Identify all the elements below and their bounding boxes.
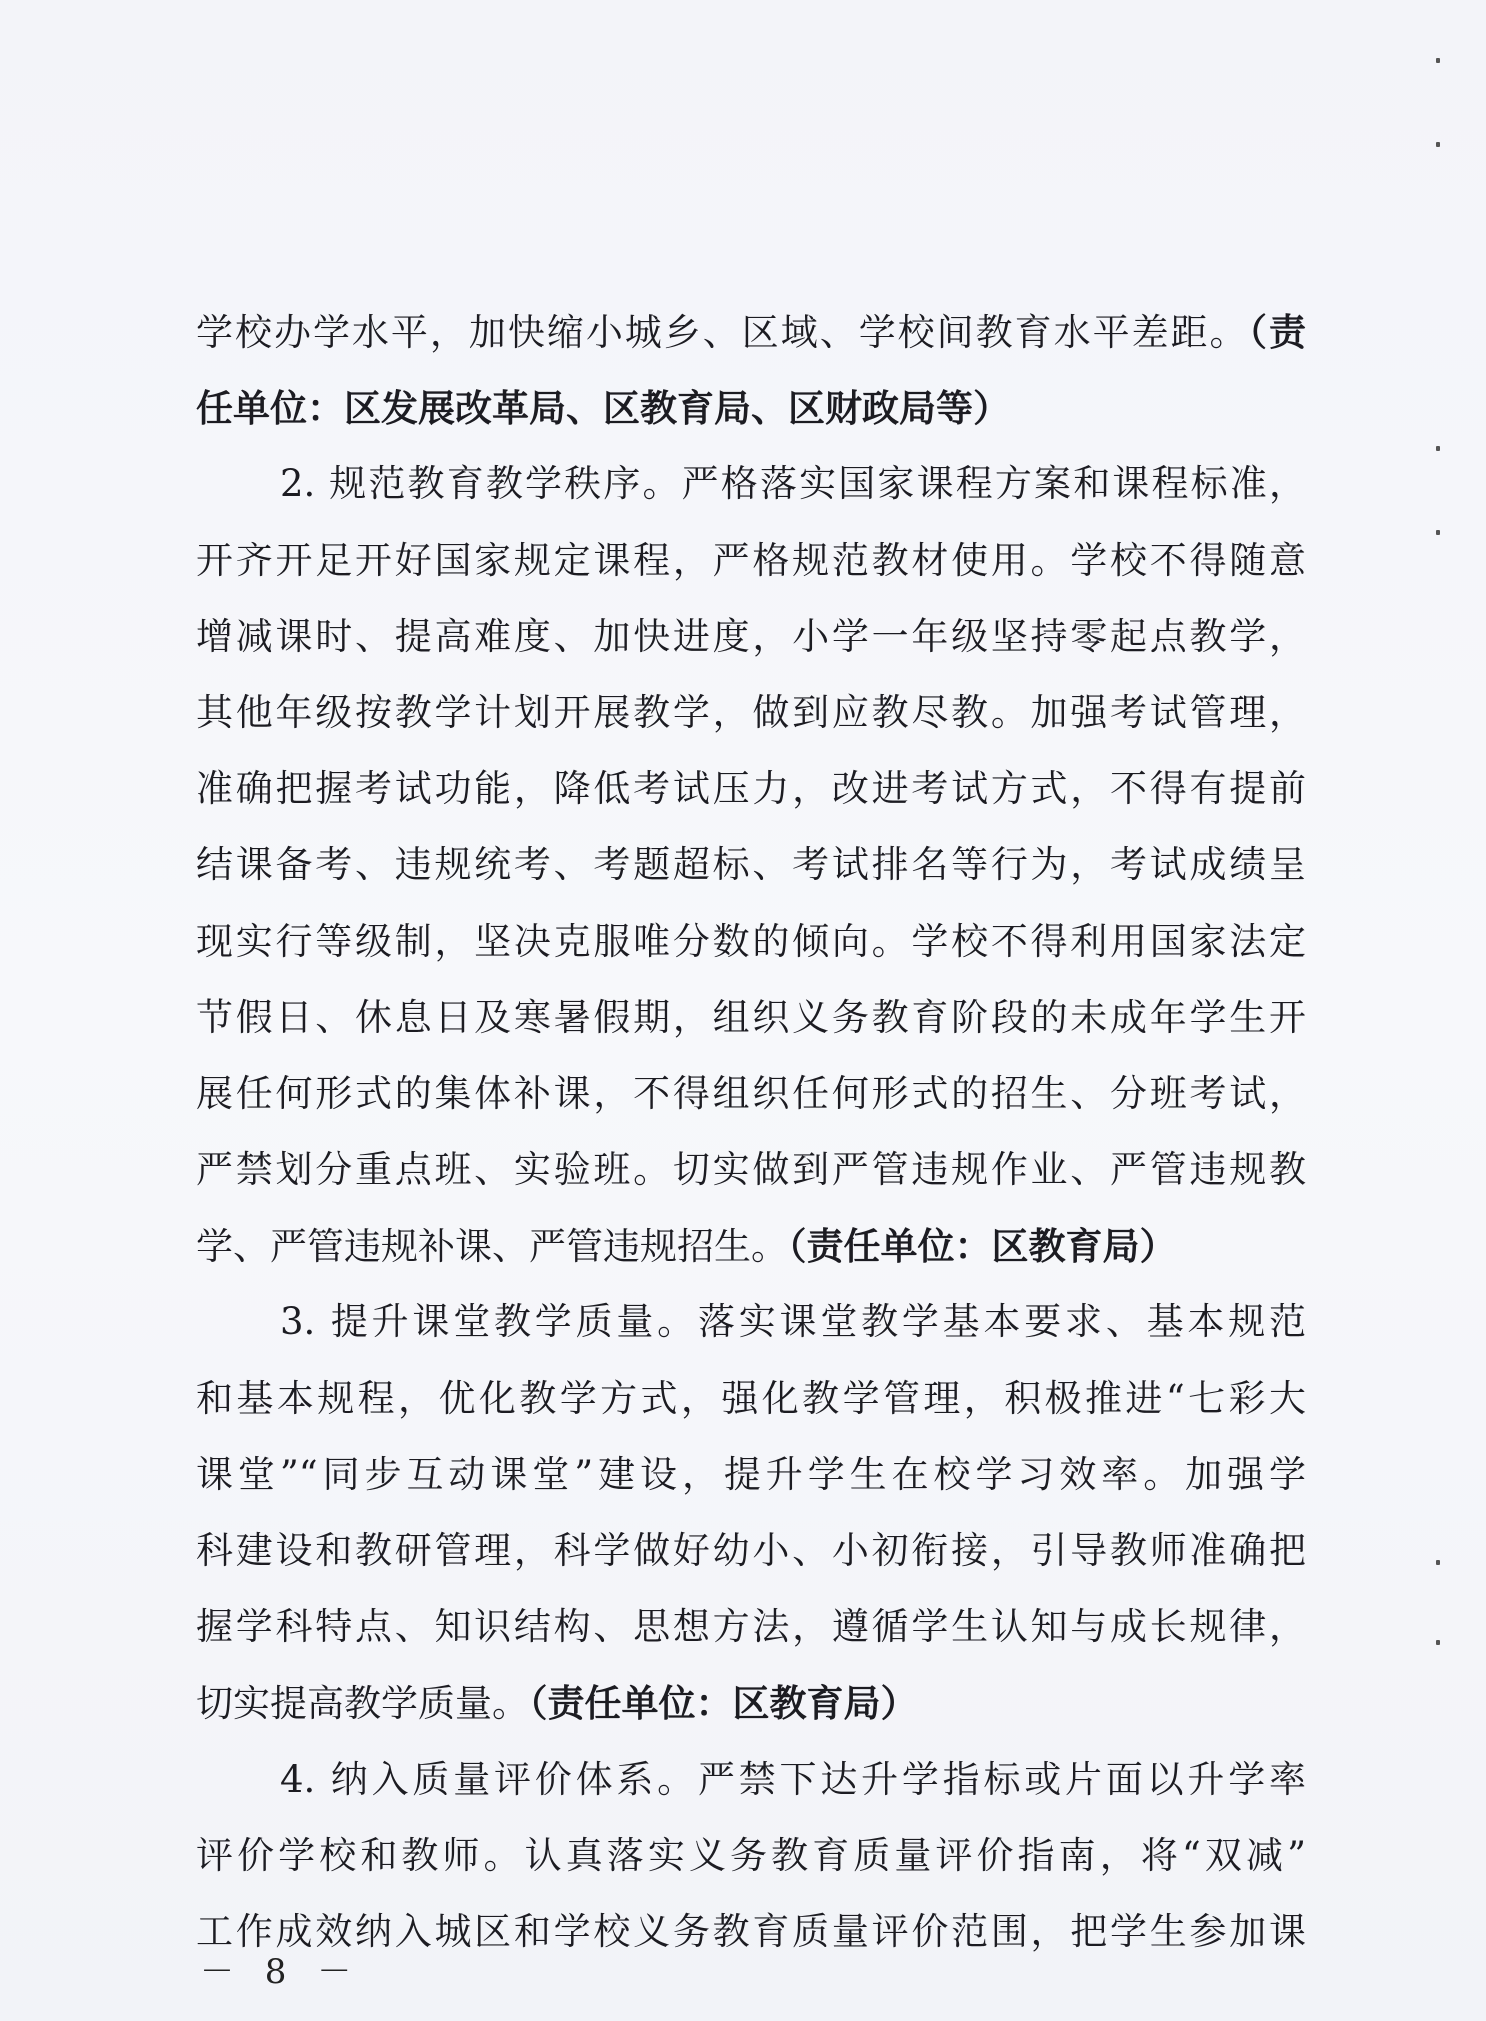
text-line (196, 1437, 1306, 1513)
text-line (196, 827, 1306, 903)
text-line (196, 904, 1306, 980)
body-text: 切实提高教学质量。 (196, 1682, 529, 1726)
scan-speck (1436, 446, 1440, 451)
text-line (196, 1056, 1306, 1132)
body-text: 2. 规范教育教学秩序。严格落实国家课程方案和课程标准， (280, 462, 1306, 506)
scan-speck (1436, 530, 1440, 535)
body-text: 展任何形式的集体补课，不得组织任何形式的招生、分班考试， (196, 1071, 1306, 1115)
scan-speck (1436, 58, 1440, 63)
text-line (196, 1513, 1306, 1589)
document-body (196, 294, 1306, 1970)
body-text: 增减课时、提高难度、加快进度，小学一年级坚持零起点教学， (196, 614, 1306, 658)
body-text: 结课备考、违规统考、考题超标、考试排名等行为，考试成绩呈 (196, 843, 1306, 887)
body-text: 学、严管违规补课、严管违规招生。 (196, 1225, 788, 1269)
responsible-unit-note: （责 (1248, 310, 1307, 354)
responsible-unit-note: （责任单位：区教育局） (788, 1224, 1177, 1269)
body-text: 3. 提升课堂教学质量。落实课堂教学基本要求、基本规范 (280, 1300, 1306, 1344)
body-text: 评价学校和教师。认真落实义务教育质量评价指南，将“双减” (196, 1833, 1306, 1877)
body-text: 科建设和教研管理，科学做好幼小、小初衔接，引导教师准确把 (196, 1529, 1306, 1572)
body-text: 学校办学水平，加快缩小城乡、区域、学校间教育水平差距。 (196, 311, 1249, 354)
responsible-unit-note: 任单位：区发展改革局、区教育局、区财政局等） (196, 386, 1010, 431)
body-text: 准确把握考试功能，降低考试压力，改进考试方式，不得有提前 (196, 767, 1306, 811)
body-text: 4. 纳入质量评价体系。严禁下达升学指标或片面以升学率 (280, 1757, 1306, 1801)
page-number: － 8 － (200, 1952, 362, 1992)
text-line (196, 980, 1306, 1056)
body-text: 节假日、休息日及寒暑假期，组织义务教育阶段的未成年学生开 (196, 995, 1306, 1039)
text-line (196, 1132, 1306, 1208)
body-text: 现实行等级制，坚决克服唯分数的倾向。学校不得利用国家法定 (196, 919, 1306, 963)
body-text: 握学科特点、知识结构、思想方法，遵循学生认知与成长规律， (196, 1605, 1306, 1649)
text-line (196, 1361, 1306, 1437)
text-line (196, 1284, 1306, 1360)
text-line (196, 1665, 1306, 1741)
text-line (196, 1894, 1306, 1970)
responsible-unit-note: （责任单位：区教育局） (529, 1681, 918, 1726)
text-line (196, 523, 1306, 599)
text-line (196, 751, 1306, 827)
text-line (196, 1208, 1306, 1284)
body-text: 和基本规程，优化教学方式，强化教学管理，积极推进“七彩大 (196, 1376, 1306, 1420)
text-line (196, 599, 1306, 675)
body-text: 课堂”“同步互动课堂”建设，提升学生在校学习效率。加强学 (196, 1452, 1306, 1496)
scan-speck (1436, 1640, 1440, 1645)
body-text: 工作成效纳入城区和学校义务教育质量评价范围，把学生参加课 (196, 1909, 1306, 1953)
scan-speck (1436, 142, 1440, 147)
text-line (196, 1818, 1306, 1894)
scan-speck (1436, 1560, 1440, 1565)
text-line (196, 294, 1306, 370)
body-text: 严禁划分重点班、实验班。切实做到严管违规作业、严管违规教 (196, 1148, 1306, 1192)
body-text: 开齐开足开好国家规定课程，严格规范教材使用。学校不得随意 (196, 538, 1306, 582)
text-line (196, 675, 1306, 751)
text-line (196, 1589, 1306, 1665)
text-line (196, 446, 1306, 522)
body-text: 其他年级按教学计划开展教学，做到应教尽教。加强考试管理， (196, 690, 1306, 734)
text-line (196, 370, 1306, 446)
text-line (196, 1742, 1306, 1818)
